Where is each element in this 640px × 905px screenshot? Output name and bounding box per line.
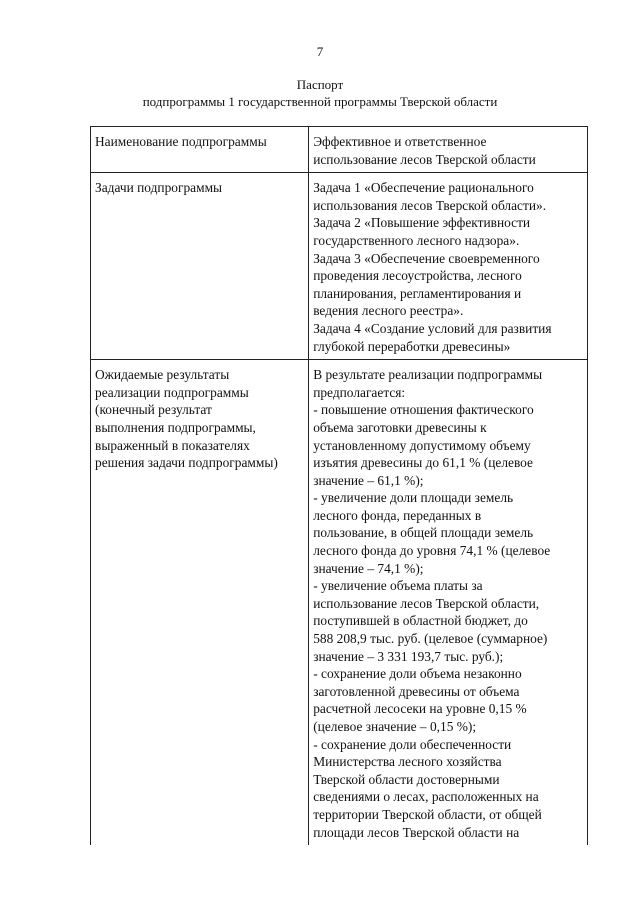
table-row xyxy=(91,360,588,846)
cell-text-line: Задача 4 «Создание условий для развития xyxy=(313,320,552,336)
cell-text-line: использование лесов Тверской области, xyxy=(313,595,540,611)
cell-text-line: Задача 1 «Обеспечение рационального xyxy=(313,180,534,196)
cell-text-line: ведения лесного реестра». xyxy=(313,303,464,319)
cell-text-line: государственного лесного надзора». xyxy=(313,232,520,248)
cell-text-line: значение – 61,1 %); xyxy=(313,472,424,488)
cell-text-line: решения задачи подпрограммы) xyxy=(95,455,278,471)
cell-text-line: - повышение отношения фактического xyxy=(313,402,534,418)
cell-text-line: объема заготовки древесины к xyxy=(313,419,487,435)
cell-text-line: проведения лесоустройства, лесного xyxy=(313,268,522,284)
cell-text-line: лесного фонда, переданных в xyxy=(313,507,482,523)
cell-text-line: расчетной лесосеки на уровне 0,15 % xyxy=(313,701,527,717)
cell-text-line: заготовленной древесины от объема xyxy=(313,683,520,699)
cell-text-line: предполагается: xyxy=(313,384,406,400)
row-value-cell xyxy=(309,127,588,173)
cell-text-line: значение – 3 331 193,7 тыс. руб.); xyxy=(313,648,504,664)
cell-text-line: значение – 74,1 %); xyxy=(313,560,424,576)
cell-text-line: - увеличение доли площади земель xyxy=(313,490,514,506)
table-row xyxy=(91,127,588,173)
cell-text-line: установленному допустимому объему xyxy=(313,437,531,453)
cell-text-line: реализации подпрограммы xyxy=(95,384,249,400)
cell-text-line: 588 208,9 тыс. руб. (целевое (суммарное) xyxy=(313,631,548,647)
cell-text-line: (конечный результат xyxy=(95,402,212,418)
document-title xyxy=(0,76,640,110)
cell-text-line: Задача 3 «Обеспечение своевременного xyxy=(313,250,540,266)
cell-text-line: выполнения подпрограммы, xyxy=(95,419,256,435)
cell-text-line: поступившей в областной бюджет, до xyxy=(313,613,528,629)
row-value-cell xyxy=(309,360,588,846)
cell-text-line: (целевое значение – 0,15 %); xyxy=(313,719,477,734)
cell-text-line: использование лесов Тверской области xyxy=(313,151,536,167)
row-label-cell xyxy=(91,127,309,173)
cell-text-line: - увеличение объема платы за xyxy=(313,578,483,594)
row-label-cell xyxy=(91,360,309,846)
cell-text-line: сведениями о лесах, расположенных на xyxy=(313,789,539,805)
cell-text-line: Министерства лесного хозяйства xyxy=(313,754,502,770)
page-number: 7 xyxy=(316,44,324,59)
cell-text-line: выраженный в показателях xyxy=(95,437,250,453)
cell-text-line: Эффективное и ответственное xyxy=(313,134,487,149)
passport-table xyxy=(90,126,588,845)
title-line-1: Паспорт xyxy=(296,77,344,92)
cell-text-line: глубокой переработки древесины» xyxy=(313,338,511,354)
cell-text-line: Ожидаемые результаты xyxy=(95,367,230,383)
cell-text-line: использования лесов Тверской области». xyxy=(313,197,547,213)
cell-text-line: Задача 2 «Повышение эффективности xyxy=(313,215,531,231)
row-label-cell xyxy=(91,173,309,360)
cell-text-line: - сохранение доли объема незаконно xyxy=(313,666,522,682)
cell-text-line: площади лесов Тверской области на xyxy=(313,824,520,840)
cell-text-line: В результате реализации подпрограммы xyxy=(313,367,543,383)
cell-text-line: территории Тверской области, от общей xyxy=(313,806,542,822)
cell-text-line: планирования, регламентирования и xyxy=(313,285,522,301)
cell-text-line: лесного фонда до уровня 74,1 % (целевое xyxy=(313,543,551,559)
row-value-cell xyxy=(309,173,588,360)
cell-text-line: Наименование подпрограммы xyxy=(95,134,267,149)
cell-text-line: Тверской области достоверными xyxy=(313,771,500,787)
cell-text-line: Задачи подпрограммы xyxy=(95,180,223,196)
cell-text-line: - сохранение доли обеспеченности xyxy=(313,736,512,752)
cell-text-line: изъятия древесины до 61,1 % (целевое xyxy=(313,455,533,471)
cell-text-line: пользование, в общей площади земель xyxy=(313,525,534,541)
table-row xyxy=(91,173,588,360)
title-line-2: подпрограммы 1 государственной программы Тверской области xyxy=(142,94,498,109)
